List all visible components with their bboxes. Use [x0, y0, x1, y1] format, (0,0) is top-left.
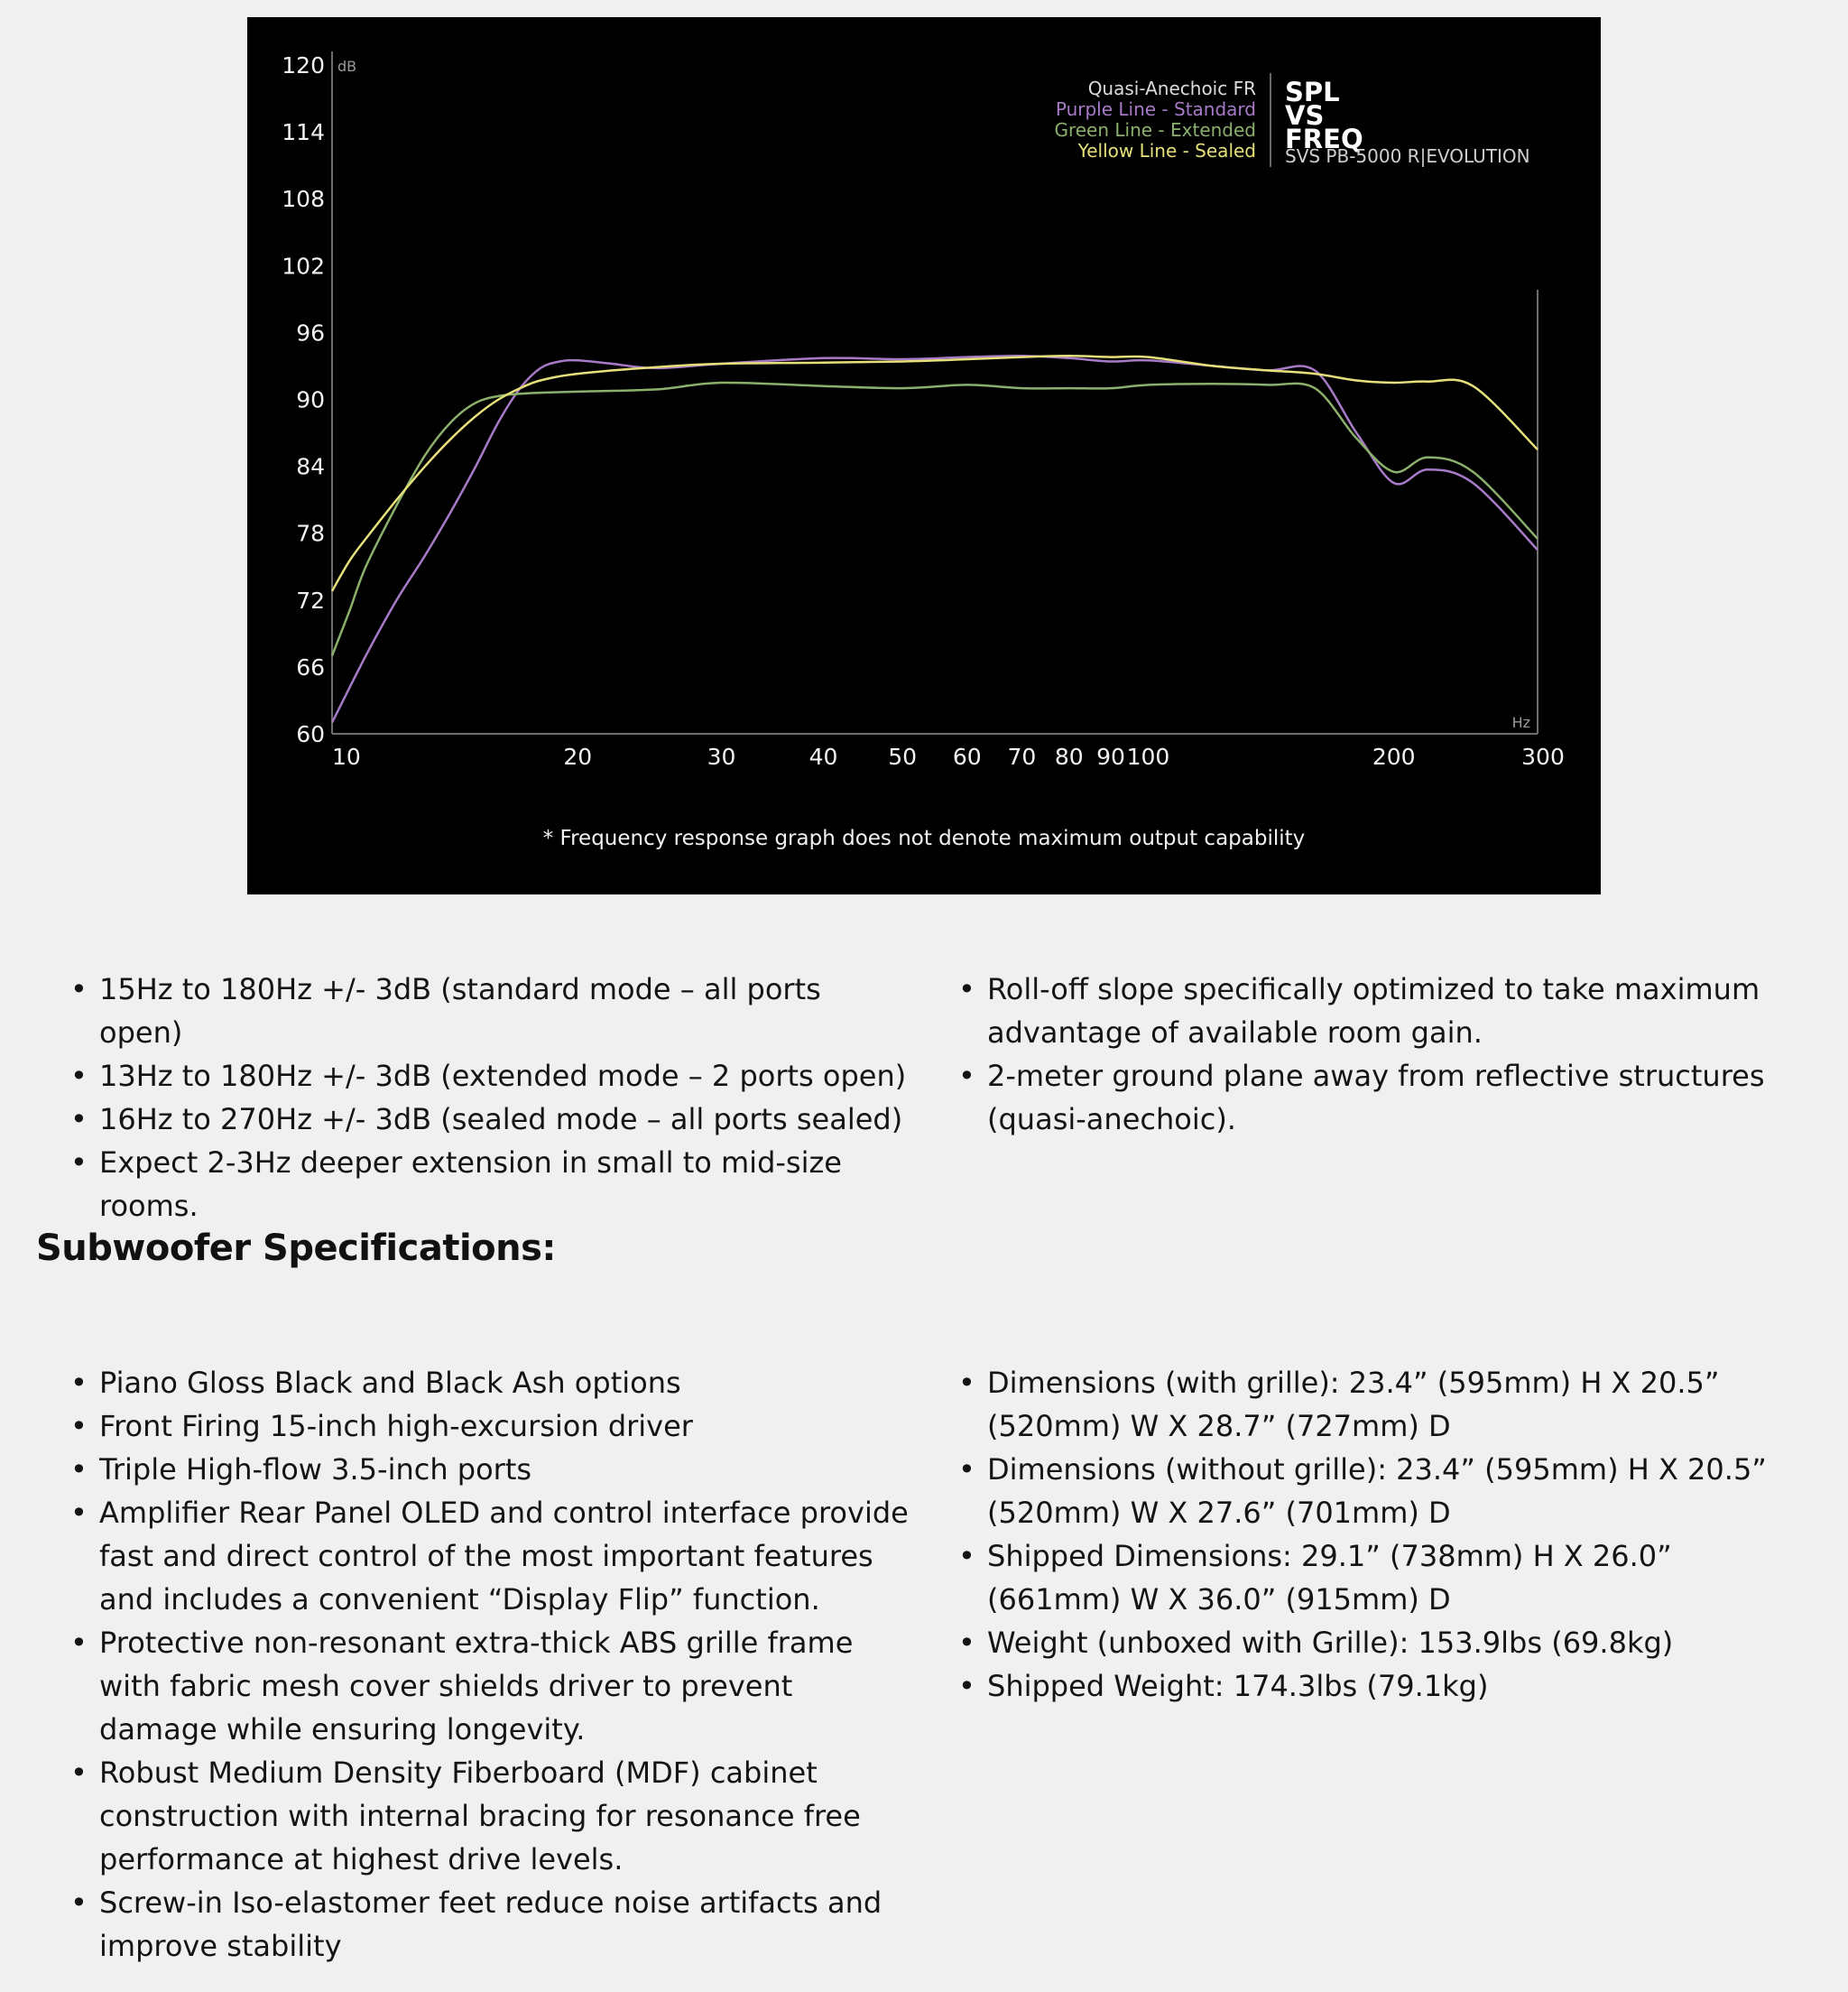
chart-svg [247, 17, 1601, 894]
y-tick-label: 60 [296, 721, 325, 747]
series-line [332, 383, 1538, 656]
list-item [70, 1141, 910, 1228]
x-tick-label: 10 [332, 744, 361, 770]
list-item-text: Piano Gloss Black and Black Ash options [99, 1366, 681, 1400]
list-item-text: 13Hz to 180Hz +/- 3dB (extended mode – 2 ports open) [99, 1059, 907, 1093]
list-item-text: Roll-off slope specifically optimized to take maximum advantage of available room gain. [987, 972, 1760, 1050]
bullet-icon: • [958, 1669, 975, 1703]
list-item [70, 1491, 910, 1621]
list-item-text: Shipped Weight: 174.3lbs (79.1kg) [987, 1669, 1489, 1703]
bullet-icon: • [70, 1366, 88, 1400]
bullet-icon: • [70, 1102, 88, 1136]
list-item [70, 1621, 910, 1751]
bullet-icon: • [70, 1059, 88, 1093]
list-item [958, 1534, 1806, 1621]
y-tick-label: 120 [282, 52, 325, 79]
list-item-text: Expect 2-3Hz deeper extension in small to mid-size rooms. [99, 1145, 842, 1223]
x-tick-label: 70 [1007, 744, 1037, 770]
list-item-text: Triple High-flow 3.5-inch ports [99, 1452, 532, 1487]
list-item-text: 16Hz to 270Hz +/- 3dB (sealed mode – all ports sealed) [99, 1102, 903, 1136]
bullet-icon: • [70, 1626, 88, 1660]
bullet-icon: • [70, 1496, 88, 1530]
list-item-text: Dimensions (without grille): 23.4” (595mm) H X 20.5” (520mm) W X 27.6” (701mm) D [987, 1452, 1767, 1530]
list-item [70, 1448, 910, 1491]
x-tick-label: 200 [1372, 744, 1416, 770]
bullet-icon: • [958, 1366, 975, 1400]
list-item-text: 15Hz to 180Hz +/- 3dB (standard mode – all ports open) [99, 972, 821, 1050]
chart-title-line: VS [1285, 100, 1325, 131]
y-tick-label: 72 [296, 587, 325, 614]
list-item [958, 1361, 1806, 1448]
list-item-text: Weight (unboxed with Grille): 153.9lbs (69.8kg) [987, 1626, 1674, 1660]
list-item-text: Dimensions (with grille): 23.4” (595mm) H X 20.5” (520mm) W X 28.7” (727mm) D [987, 1366, 1720, 1443]
bullet-icon: • [70, 1756, 88, 1790]
x-tick-label: 60 [952, 744, 982, 770]
list-item [70, 968, 910, 1054]
frequency-response-chart [247, 17, 1601, 894]
x-tick-label: 300 [1521, 744, 1565, 770]
specifications-list-left [70, 1361, 910, 1968]
bullet-icon: • [70, 1409, 88, 1443]
frequency-response-list-left [70, 968, 910, 1228]
bullet-icon: • [958, 1452, 975, 1487]
bullet-icon: • [70, 1885, 88, 1920]
legend-entry: Purple Line - Standard [1055, 98, 1256, 120]
list-item [70, 1881, 910, 1968]
chart-title-line: SPL [1285, 77, 1340, 107]
frequency-response-list-right [958, 968, 1770, 1141]
y-tick-label: 66 [296, 653, 325, 681]
chart-subtitle: SVS PB-5000 R|EVOLUTION [1285, 145, 1530, 167]
x-tick-label: 100 [1126, 744, 1170, 770]
bullet-icon: • [958, 1539, 975, 1573]
x-tick-label: 50 [888, 744, 918, 770]
list-item [958, 1621, 1806, 1664]
list-item [70, 1751, 910, 1881]
y-tick-label: 84 [296, 453, 325, 480]
y-tick-label: 90 [296, 386, 325, 413]
list-item [958, 1054, 1770, 1141]
x-tick-label: 90 [1096, 744, 1125, 770]
list-item-text: Front Firing 15-inch high-excursion driver [99, 1409, 693, 1443]
y-tick-label: 108 [282, 186, 325, 213]
list-item [958, 968, 1770, 1054]
specifications-list-right [958, 1361, 1806, 1708]
x-tick-label: 30 [707, 744, 736, 770]
list-item-text: Robust Medium Density Fiberboard (MDF) cabinet construction with internal bracing for resonance free performance at highest drive levels. [99, 1756, 861, 1876]
list-item-text: Shipped Dimensions: 29.1” (738mm) H X 26.0” (661mm) W X 36.0” (915mm) D [987, 1539, 1672, 1617]
x-tick-label: 20 [563, 744, 593, 770]
list-item-text: Protective non-resonant extra-thick ABS grille frame with fabric mesh cover shields driver to prevent damage while ensuring longevity. [99, 1626, 854, 1746]
bullet-icon: • [958, 972, 975, 1006]
list-item [958, 1664, 1806, 1708]
y-tick-label: 96 [296, 320, 325, 347]
chart-footnote: * Frequency response graph does not denote maximum output capability [542, 827, 1306, 850]
y-tick-label: 78 [296, 520, 325, 547]
series-line [332, 356, 1538, 591]
y-unit-label: dB [337, 58, 357, 75]
bullet-icon: • [958, 1059, 975, 1093]
list-item-text: Amplifier Rear Panel OLED and control interface provide fast and direct control of the most important features and includes a convenient “Display Flip” function. [99, 1496, 909, 1617]
series-line [332, 356, 1538, 722]
list-item-text: 2-meter ground plane away from reflective structures (quasi-anechoic). [987, 1059, 1765, 1136]
bullet-icon: • [70, 972, 88, 1006]
x-tick-label: 40 [808, 744, 838, 770]
specifications-heading: Subwoofer Specifications: [36, 1228, 556, 1269]
y-tick-label: 114 [282, 119, 325, 146]
list-item [70, 1361, 910, 1404]
chart-title-line: FREQ [1285, 124, 1363, 154]
legend-entry: Yellow Line - Sealed [1077, 140, 1256, 162]
list-item [958, 1448, 1806, 1534]
list-item [70, 1404, 910, 1448]
x-tick-label: 80 [1054, 744, 1084, 770]
list-item-text: Screw-in Iso-elastomer feet reduce noise artifacts and improve stability [99, 1885, 882, 1963]
list-item [70, 1054, 910, 1098]
bullet-icon: • [958, 1626, 975, 1660]
x-unit-label: Hz [1511, 714, 1530, 731]
list-item [70, 1098, 910, 1141]
legend-entry: Green Line - Extended [1054, 119, 1256, 141]
y-tick-label: 102 [282, 253, 325, 280]
legend-entry: Quasi-Anechoic FR [1087, 78, 1256, 99]
bullet-icon: • [70, 1452, 88, 1487]
bullet-icon: • [70, 1145, 88, 1180]
